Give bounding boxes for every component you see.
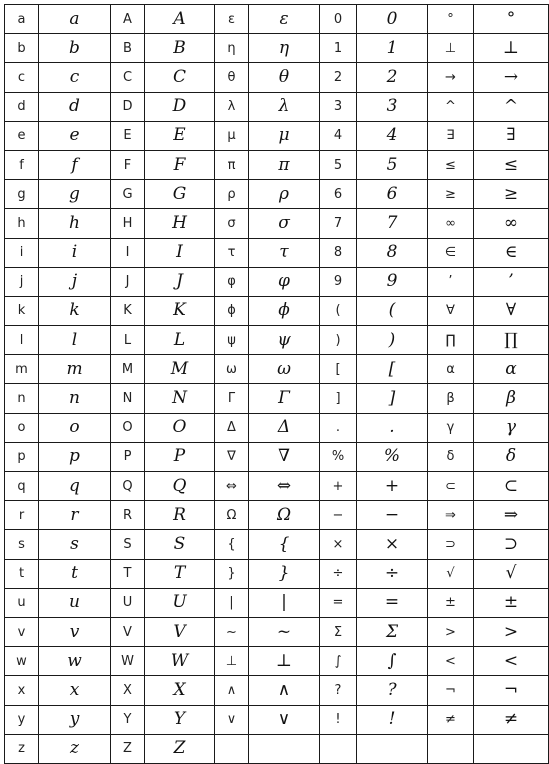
handwritten-character-cell: g	[39, 180, 111, 209]
handwritten-character-cell: σ	[249, 209, 320, 238]
handwritten-character-cell: ∞	[474, 209, 549, 238]
printed-character-cell: ≤	[428, 150, 474, 179]
printed-character-cell: 4	[320, 121, 357, 150]
grid-row	[5, 355, 549, 384]
printed-character-cell: y	[5, 705, 39, 734]
grid-row	[5, 705, 549, 734]
handwritten-character-cell	[249, 734, 320, 763]
printed-character-cell: ~	[215, 617, 249, 646]
handwritten-character-cell: k	[39, 296, 111, 325]
printed-character-cell: ⇒	[428, 501, 474, 530]
handwritten-character-cell: ε	[249, 5, 320, 34]
printed-character-cell: ≠	[428, 705, 474, 734]
printed-character-cell: O	[111, 413, 145, 442]
handwritten-character-cell: j	[39, 267, 111, 296]
handwritten-character-cell: J	[145, 267, 215, 296]
grid-row	[5, 384, 549, 413]
printed-character-cell: →	[428, 63, 474, 92]
printed-character-cell: )	[320, 326, 357, 355]
grid-row	[5, 209, 549, 238]
printed-character-cell: I	[111, 238, 145, 267]
printed-character-cell: Σ	[320, 617, 357, 646]
printed-character-cell: Δ	[215, 413, 249, 442]
grid-row	[5, 296, 549, 325]
handwritten-character-cell: b	[39, 34, 111, 63]
handwritten-character-cell: α	[474, 355, 549, 384]
printed-character-cell: ϕ	[215, 296, 249, 325]
printed-character-cell: %	[320, 442, 357, 471]
handwritten-character-cell: μ	[249, 121, 320, 150]
printed-character-cell: ∇	[215, 442, 249, 471]
printed-character-cell: o	[5, 413, 39, 442]
handwritten-character-cell: {	[249, 530, 320, 559]
printed-character-cell: f	[5, 150, 39, 179]
printed-character-cell: ⊥	[215, 647, 249, 676]
handwritten-character-cell: X	[145, 676, 215, 705]
printed-character-cell: τ	[215, 238, 249, 267]
handwritten-character-cell: ≤	[474, 150, 549, 179]
printed-character-cell: L	[111, 326, 145, 355]
printed-character-cell: j	[5, 267, 39, 296]
grid-row	[5, 530, 549, 559]
printed-character-cell	[428, 734, 474, 763]
handwritten-character-cell: 4	[357, 121, 428, 150]
handwritten-character-cell: ϕ	[249, 296, 320, 325]
printed-character-cell: p	[5, 442, 39, 471]
handwritten-character-cell: y	[39, 705, 111, 734]
handwritten-character-cell: °	[474, 5, 549, 34]
handwritten-character-cell: G	[145, 180, 215, 209]
handwritten-character-cell: U	[145, 588, 215, 617]
printed-character-cell: ε	[215, 5, 249, 34]
handwritten-character-cell: K	[145, 296, 215, 325]
printed-character-cell: k	[5, 296, 39, 325]
handwritten-character-cell: Σ	[357, 617, 428, 646]
handwritten-character-cell: ∈	[474, 238, 549, 267]
handwritten-character-cell: ⇒	[474, 501, 549, 530]
printed-character-cell: 2	[320, 63, 357, 92]
handwritten-character-cell: ⇔	[249, 472, 320, 501]
handwritten-character-cell: ω	[249, 355, 320, 384]
handwritten-character-cell: L	[145, 326, 215, 355]
printed-character-cell: ?	[320, 676, 357, 705]
printed-character-cell: C	[111, 63, 145, 92]
printed-character-cell: °	[428, 5, 474, 34]
grid-row	[5, 588, 549, 617]
printed-character-cell: Z	[111, 734, 145, 763]
handwritten-character-cell: Z	[145, 734, 215, 763]
handwritten-character-cell: Q	[145, 472, 215, 501]
handwritten-character-cell: ~	[249, 617, 320, 646]
handwritten-character-cell: 7	[357, 209, 428, 238]
grid-row	[5, 5, 549, 34]
handwritten-character-cell: a	[39, 5, 111, 34]
printed-character-cell: M	[111, 355, 145, 384]
grid-row	[5, 34, 549, 63]
grid-row	[5, 734, 549, 763]
handwritten-character-cell: 0	[357, 5, 428, 34]
printed-character-cell: ⊃	[428, 530, 474, 559]
printed-character-cell: Γ	[215, 384, 249, 413]
handwritten-character-cell: δ	[474, 442, 549, 471]
handwritten-character-cell: 5	[357, 150, 428, 179]
printed-character-cell: q	[5, 472, 39, 501]
printed-character-cell: β	[428, 384, 474, 413]
printed-character-cell: [	[320, 355, 357, 384]
handwritten-character-cell: 6	[357, 180, 428, 209]
handwritten-character-cell: ]	[357, 384, 428, 413]
printed-character-cell: 3	[320, 92, 357, 121]
handwritten-character-cell: 2	[357, 63, 428, 92]
grid-row	[5, 617, 549, 646]
handwritten-character-cell: m	[39, 355, 111, 384]
printed-character-cell: <	[428, 647, 474, 676]
handwritten-character-cell: ⊂	[474, 472, 549, 501]
printed-character-cell: ⇔	[215, 472, 249, 501]
handwritten-character-cell: Ω	[249, 501, 320, 530]
handwritten-character-cell: ?	[357, 676, 428, 705]
printed-character-cell: S	[111, 530, 145, 559]
printed-character-cell: π	[215, 150, 249, 179]
handwritten-character-cell: 9	[357, 267, 428, 296]
handwritten-character-cell: n	[39, 384, 111, 413]
printed-character-cell: a	[5, 5, 39, 34]
handwritten-character-cell: h	[39, 209, 111, 238]
printed-character-cell: w	[5, 647, 39, 676]
handwritten-character-cell: }	[249, 559, 320, 588]
handwritten-character-cell: ⊥	[249, 647, 320, 676]
printed-character-cell: t	[5, 559, 39, 588]
printed-character-cell: (	[320, 296, 357, 325]
printed-character-cell: μ	[215, 121, 249, 150]
handwritten-character-cell: B	[145, 34, 215, 63]
handwritten-character-cell: ∃	[474, 121, 549, 150]
handwritten-character-cell: θ	[249, 63, 320, 92]
handwritten-character-cell: p	[39, 442, 111, 471]
grid-row	[5, 501, 549, 530]
character-grid	[4, 4, 549, 764]
handwritten-character-cell: i	[39, 238, 111, 267]
handwritten-character-cell: [	[357, 355, 428, 384]
grid-row	[5, 92, 549, 121]
handwritten-character-cell: q	[39, 472, 111, 501]
handwritten-character-cell: !	[357, 705, 428, 734]
handwritten-character-cell: u	[39, 588, 111, 617]
printed-character-cell: X	[111, 676, 145, 705]
printed-character-cell: B	[111, 34, 145, 63]
handwritten-character-cell: w	[39, 647, 111, 676]
printed-character-cell: c	[5, 63, 39, 92]
handwritten-character-cell: Y	[145, 705, 215, 734]
handwritten-character-cell: +	[357, 472, 428, 501]
handwritten-character-cell: ±	[474, 588, 549, 617]
printed-character-cell: ∀	[428, 296, 474, 325]
printed-character-cell: δ	[428, 442, 474, 471]
handwritten-character-cell: ∧	[249, 676, 320, 705]
handwritten-character-cell: >	[474, 617, 549, 646]
grid-row	[5, 472, 549, 501]
printed-character-cell: u	[5, 588, 39, 617]
printed-character-cell: 5	[320, 150, 357, 179]
printed-character-cell: T	[111, 559, 145, 588]
handwritten-character-cell: W	[145, 647, 215, 676]
printed-character-cell: ⊂	[428, 472, 474, 501]
handwritten-character-cell: s	[39, 530, 111, 559]
handwritten-character-cell: Γ	[249, 384, 320, 413]
printed-character-cell: .	[320, 413, 357, 442]
printed-character-cell: r	[5, 501, 39, 530]
printed-character-cell: i	[5, 238, 39, 267]
printed-character-cell: g	[5, 180, 39, 209]
printed-character-cell: 1	[320, 34, 357, 63]
handwritten-character-cell: ∏	[474, 326, 549, 355]
handwritten-character-cell: β	[474, 384, 549, 413]
printed-character-cell: H	[111, 209, 145, 238]
handwritten-character-cell: z	[39, 734, 111, 763]
handwritten-character-cell: v	[39, 617, 111, 646]
handwritten-character-cell: ≥	[474, 180, 549, 209]
handwritten-character-cell: τ	[249, 238, 320, 267]
printed-character-cell: V	[111, 617, 145, 646]
handwritten-character-cell: P	[145, 442, 215, 471]
printed-character-cell: ]	[320, 384, 357, 413]
handwritten-character-cell: ψ	[249, 326, 320, 355]
handwritten-character-cell: r	[39, 501, 111, 530]
printed-character-cell: ρ	[215, 180, 249, 209]
printed-character-cell: N	[111, 384, 145, 413]
handwritten-character-cell: ⊥	[474, 34, 549, 63]
printed-character-cell: ±	[428, 588, 474, 617]
printed-character-cell: ÷	[320, 559, 357, 588]
handwritten-character-cell: T	[145, 559, 215, 588]
printed-character-cell: η	[215, 34, 249, 63]
printed-character-cell: U	[111, 588, 145, 617]
printed-character-cell: φ	[215, 267, 249, 296]
printed-character-cell: ∫	[320, 647, 357, 676]
handwritten-character-cell: Δ	[249, 413, 320, 442]
handwritten-character-cell: ∇	[249, 442, 320, 471]
printed-character-cell: l	[5, 326, 39, 355]
printed-character-cell: 6	[320, 180, 357, 209]
printed-character-cell: √	[428, 559, 474, 588]
handwritten-character-cell: →	[474, 63, 549, 92]
handwritten-character-cell: e	[39, 121, 111, 150]
printed-character-cell: ω	[215, 355, 249, 384]
printed-character-cell: z	[5, 734, 39, 763]
printed-character-cell: ≥	[428, 180, 474, 209]
handwritten-character-cell: =	[357, 588, 428, 617]
grid-row	[5, 238, 549, 267]
printed-character-cell: v	[5, 617, 39, 646]
handwritten-character-cell: E	[145, 121, 215, 150]
handwritten-character-cell: (	[357, 296, 428, 325]
printed-character-cell: s	[5, 530, 39, 559]
handwritten-character-cell: ’	[474, 267, 549, 296]
handwritten-character-cell: .	[357, 413, 428, 442]
handwritten-character-cell: l	[39, 326, 111, 355]
printed-character-cell: F	[111, 150, 145, 179]
handwritten-character-cell: %	[357, 442, 428, 471]
handwritten-character-cell: 1	[357, 34, 428, 63]
printed-character-cell: Q	[111, 472, 145, 501]
printed-character-cell: σ	[215, 209, 249, 238]
handwritten-character-cell: f	[39, 150, 111, 179]
printed-character-cell	[320, 734, 357, 763]
printed-character-cell: ∧	[215, 676, 249, 705]
printed-character-cell	[215, 734, 249, 763]
printed-character-cell: P	[111, 442, 145, 471]
printed-character-cell: ∞	[428, 209, 474, 238]
grid-row	[5, 180, 549, 209]
handwritten-character-cell: D	[145, 92, 215, 121]
handwritten-character-cell: c	[39, 63, 111, 92]
grid-row	[5, 121, 549, 150]
printed-character-cell: ^	[428, 92, 474, 121]
handwritten-character-cell: S	[145, 530, 215, 559]
printed-character-cell: ’	[428, 267, 474, 296]
handwritten-character-cell: ∨	[249, 705, 320, 734]
handwritten-character-cell: ⊃	[474, 530, 549, 559]
printed-character-cell: m	[5, 355, 39, 384]
handwritten-character-cell: 3	[357, 92, 428, 121]
handwritten-character-cell: N	[145, 384, 215, 413]
handwritten-character-cell: I	[145, 238, 215, 267]
printed-character-cell: K	[111, 296, 145, 325]
handwritten-character-cell: d	[39, 92, 111, 121]
printed-character-cell: Y	[111, 705, 145, 734]
printed-character-cell: −	[320, 501, 357, 530]
printed-character-cell: W	[111, 647, 145, 676]
printed-character-cell: e	[5, 121, 39, 150]
printed-character-cell: ∨	[215, 705, 249, 734]
printed-character-cell: G	[111, 180, 145, 209]
handwritten-character-cell	[474, 734, 549, 763]
printed-character-cell: x	[5, 676, 39, 705]
printed-character-cell: ∃	[428, 121, 474, 150]
handwritten-character-cell: o	[39, 413, 111, 442]
handwritten-character-cell	[357, 734, 428, 763]
handwritten-character-cell: η	[249, 34, 320, 63]
printed-character-cell: ψ	[215, 326, 249, 355]
printed-character-cell: 0	[320, 5, 357, 34]
handwritten-character-cell: x	[39, 676, 111, 705]
printed-character-cell: γ	[428, 413, 474, 442]
printed-character-cell: E	[111, 121, 145, 150]
printed-character-cell: 8	[320, 238, 357, 267]
printed-character-cell: ∏	[428, 326, 474, 355]
printed-character-cell: ∈	[428, 238, 474, 267]
printed-character-cell: !	[320, 705, 357, 734]
handwritten-character-cell: F	[145, 150, 215, 179]
grid-row	[5, 442, 549, 471]
printed-character-cell: α	[428, 355, 474, 384]
handwritten-character-cell: λ	[249, 92, 320, 121]
grid-row	[5, 63, 549, 92]
printed-character-cell: R	[111, 501, 145, 530]
printed-character-cell: h	[5, 209, 39, 238]
printed-character-cell: +	[320, 472, 357, 501]
printed-character-cell: Ω	[215, 501, 249, 530]
printed-character-cell: >	[428, 617, 474, 646]
grid-row	[5, 647, 549, 676]
character-grid-body	[5, 5, 549, 764]
handwritten-character-cell: γ	[474, 413, 549, 442]
printed-character-cell: λ	[215, 92, 249, 121]
grid-row	[5, 413, 549, 442]
handwritten-character-cell: ρ	[249, 180, 320, 209]
printed-character-cell: 7	[320, 209, 357, 238]
handwritten-character-cell: ∀	[474, 296, 549, 325]
handwritten-character-cell: )	[357, 326, 428, 355]
handwritten-character-cell: |	[249, 588, 320, 617]
printed-character-cell: D	[111, 92, 145, 121]
handwritten-character-cell: φ	[249, 267, 320, 296]
handwritten-character-cell: M	[145, 355, 215, 384]
printed-character-cell: ×	[320, 530, 357, 559]
printed-character-cell: d	[5, 92, 39, 121]
grid-row	[5, 150, 549, 179]
handwritten-character-cell: ×	[357, 530, 428, 559]
printed-character-cell: b	[5, 34, 39, 63]
printed-character-cell: =	[320, 588, 357, 617]
handwritten-character-cell: ≠	[474, 705, 549, 734]
printed-character-cell: ⊥	[428, 34, 474, 63]
printed-character-cell: ¬	[428, 676, 474, 705]
handwritten-character-cell: ^	[474, 92, 549, 121]
printed-character-cell: |	[215, 588, 249, 617]
printed-character-cell: n	[5, 384, 39, 413]
grid-row	[5, 676, 549, 705]
grid-row	[5, 326, 549, 355]
handwritten-character-cell: H	[145, 209, 215, 238]
handwritten-character-cell: √	[474, 559, 549, 588]
grid-row	[5, 559, 549, 588]
handwritten-character-cell: ¬	[474, 676, 549, 705]
handwritten-character-cell: <	[474, 647, 549, 676]
handwritten-character-cell: t	[39, 559, 111, 588]
handwritten-character-cell: ∫	[357, 647, 428, 676]
handwritten-character-cell: −	[357, 501, 428, 530]
printed-character-cell: A	[111, 5, 145, 34]
printed-character-cell: }	[215, 559, 249, 588]
handwritten-character-cell: C	[145, 63, 215, 92]
printed-character-cell: 9	[320, 267, 357, 296]
handwritten-character-cell: O	[145, 413, 215, 442]
printed-character-cell: θ	[215, 63, 249, 92]
handwritten-character-cell: A	[145, 5, 215, 34]
handwritten-character-cell: R	[145, 501, 215, 530]
handwritten-character-cell: V	[145, 617, 215, 646]
printed-character-cell: J	[111, 267, 145, 296]
grid-row	[5, 267, 549, 296]
handwritten-character-cell: 8	[357, 238, 428, 267]
handwritten-character-cell: ÷	[357, 559, 428, 588]
printed-character-cell: {	[215, 530, 249, 559]
handwritten-character-cell: π	[249, 150, 320, 179]
